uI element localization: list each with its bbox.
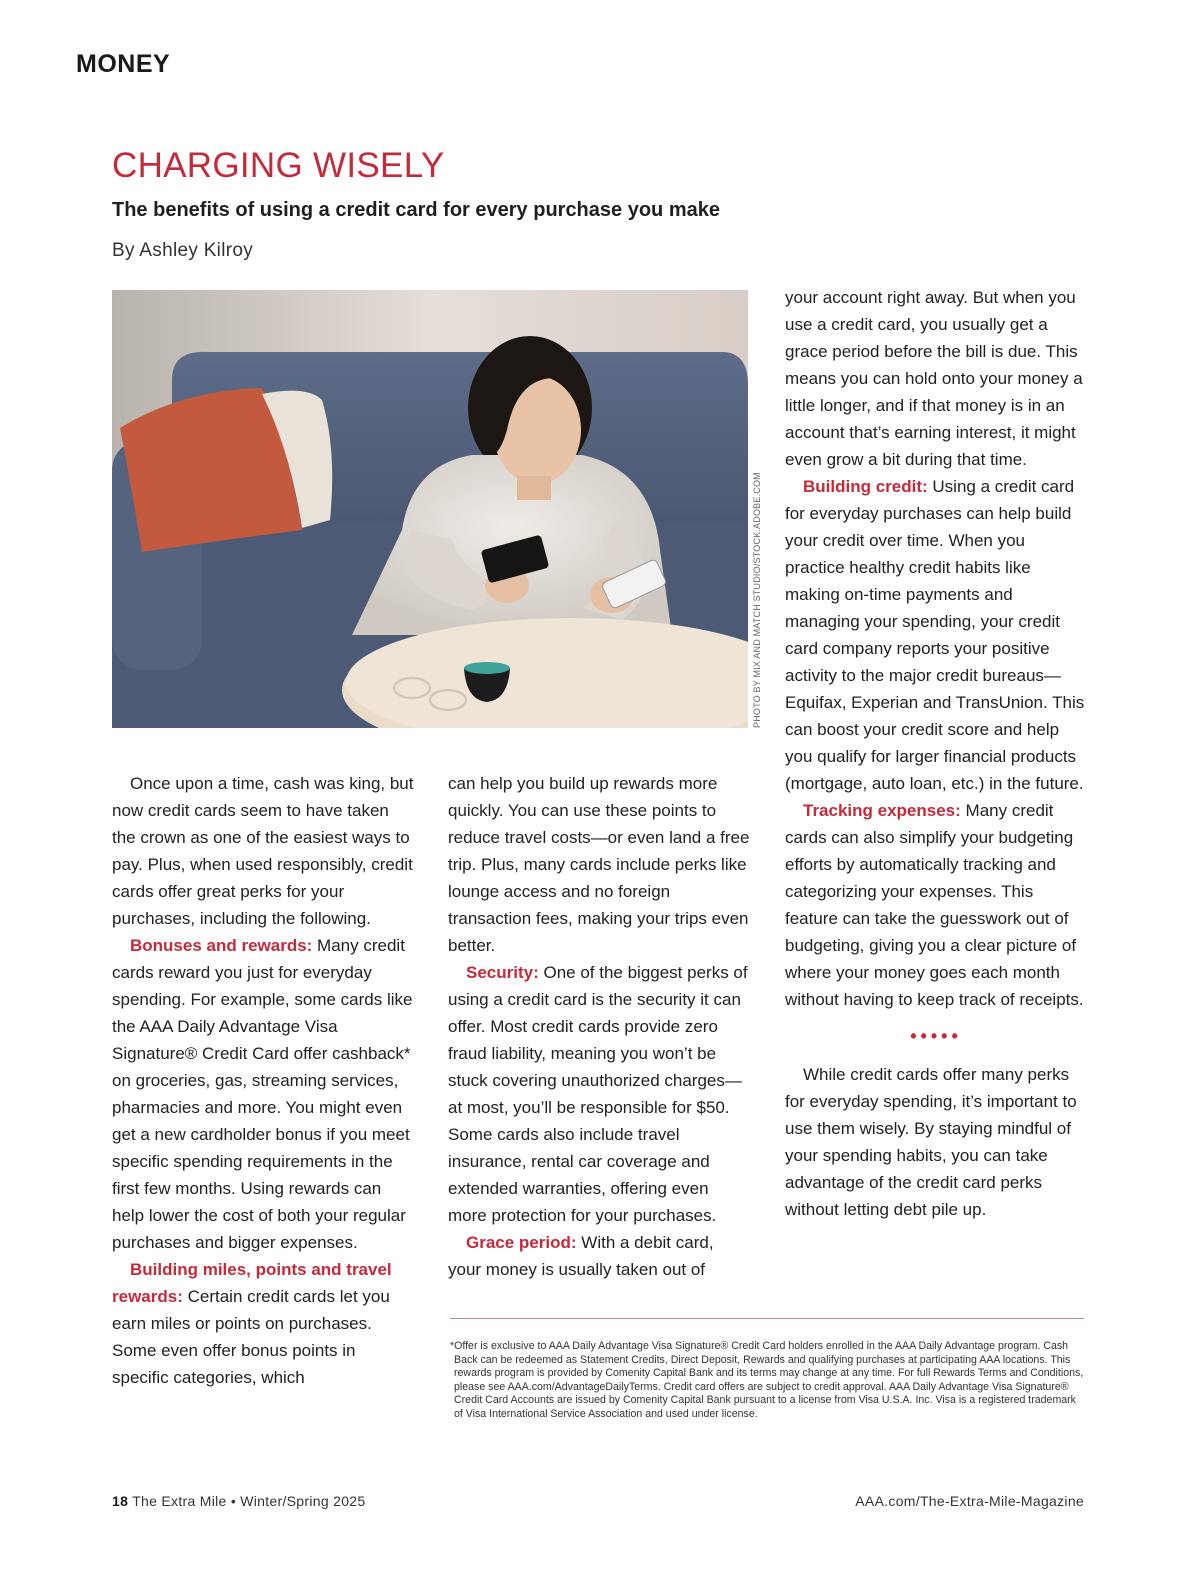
intro-paragraph: Once upon a time, cash was king, but now credit cards seem to have taken the crown as one of the easiest ways to pay. Plus, when used responsibly, credit cards offer great perks for your purchases, including the following. bbox=[112, 774, 414, 928]
footnote: *Offer is exclusive to AAA Daily Advantage Visa Signature® Credit Card holders enrolled in the AAA Daily Advantage program. Cash Back can be redeemed as Statement Credits, Direct Deposit, Rewards and qualifying purchases at participating AAA locations. This rewards program is provided by Comenity Capital Bank and its terms may change at any time. For full Rewards Terms and Conditions, please see AAA.com/AdvantageDailyTerms. Credit card offers are subject to credit approval. AAA Daily Advantage Visa Signature® Credit Card Accounts are issued by Comenity Capital Bank pursuant to a license from Visa U.S.A. Inc. Visa is a registered trademark of Visa International Service Association and used under license. bbox=[450, 1340, 1084, 1420]
bonuses-heading: Bonuses and rewards: bbox=[130, 936, 313, 955]
tracking-paragraph bbox=[785, 797, 1087, 1013]
miles-paragraph bbox=[112, 1256, 414, 1391]
bonuses-text: Many credit cards reward you just for everyday spending. For example, some cards like the AAA Daily Advantage Visa Signature® Credit Card offer cashback* on groceries, gas, streaming services, pharmacies and more. You might even get a new cardholder bonus if you meet specific spending requirements in the first few months. Using rewards can help lower the cost of both your regular purchases and bigger expenses. bbox=[112, 936, 413, 1252]
miles-text-1: Certain credit cards let you earn miles or points on purchases. Some even offer bonus points in specific categories, which bbox=[112, 1287, 390, 1387]
column-3 bbox=[785, 284, 1087, 1223]
tracking-text: Many credit cards can also simplify your budgeting efforts by automatically tracking and categorizing your expenses. This feature can take the guesswork out of budgeting, giving you a clear picture of where your money goes each month without having to keep track of receipts. bbox=[785, 801, 1084, 1009]
page-number: 18 bbox=[112, 1493, 129, 1509]
publication-name: The Extra Mile • Winter/Spring 2025 bbox=[132, 1493, 366, 1509]
tracking-heading: Tracking expenses: bbox=[803, 801, 961, 820]
column-2 bbox=[448, 770, 750, 1283]
miles-heading: Building miles, points and travel rewards: bbox=[112, 1260, 392, 1306]
credit-heading: Building credit: bbox=[803, 477, 928, 496]
section-label: MONEY bbox=[76, 50, 171, 78]
credit-paragraph bbox=[785, 473, 1087, 797]
magazine-url[interactable]: AAA.com/The-Extra-Mile-Magazine bbox=[855, 1493, 1084, 1509]
grace-continued: your account right away. But when you use a credit card, you usually get a grace period before the bill is due. This means you can hold onto your money a little longer, and if that money is in an account that’s earning interest, it might even grow a bit during that time. bbox=[785, 288, 1083, 469]
miles-continued: can help you build up rewards more quickly. You can use these points to reduce travel costs—or even land a free trip. Plus, many cards include perks like lounge access and no foreign transaction fees, making your trips even better. bbox=[448, 774, 750, 955]
column-1 bbox=[112, 770, 414, 1391]
grace-paragraph bbox=[448, 1229, 750, 1283]
grace-text-1: With a debit card, your money is usually taken out of bbox=[448, 1233, 714, 1279]
security-text: One of the biggest perks of using a credit card is the security it can offer. Most credit cards provide zero fraud liability, meaning you won’t be stuck covering unauthorized charges—at most, you’ll be responsible for $50. Some cards also include travel insurance, rental car coverage and extended warranties, offering even more protection for your purchases. bbox=[448, 963, 748, 1225]
conclusion-paragraph: While credit cards offer many perks for everyday spending, it’s important to use them wisely. By staying mindful of your spending habits, you can take advantage of the credit card perks without letting debt pile up. bbox=[785, 1065, 1077, 1219]
article-title: CHARGING WISELY bbox=[112, 146, 445, 185]
section-divider: ••••• bbox=[910, 1026, 962, 1046]
article-subtitle: The benefits of using a credit card for every purchase you make bbox=[112, 199, 720, 221]
security-heading: Security: bbox=[466, 963, 539, 982]
byline: By Ashley Kilroy bbox=[112, 240, 254, 261]
photo-credit: PHOTO BY MIX AND MATCH STUDIO/STOCK.ADOBE.COM bbox=[752, 472, 762, 728]
article-photo bbox=[112, 290, 748, 728]
footnote-rule bbox=[450, 1318, 1084, 1319]
page-folio bbox=[112, 1493, 365, 1509]
credit-text: Using a credit card for everyday purchases can help build your credit over time. When you practice healthy credit habits like making on-time payments and managing your spending, your credit card company reports your positive activity to the major credit bureaus—Equifax, Experian and TransUnion. This can boost your credit score and help you qualify for larger financial products (mortgage, auto loan, etc.) in the future. bbox=[785, 477, 1085, 793]
bonuses-paragraph bbox=[112, 932, 414, 1256]
security-paragraph bbox=[448, 959, 750, 1229]
grace-heading: Grace period: bbox=[466, 1233, 577, 1252]
